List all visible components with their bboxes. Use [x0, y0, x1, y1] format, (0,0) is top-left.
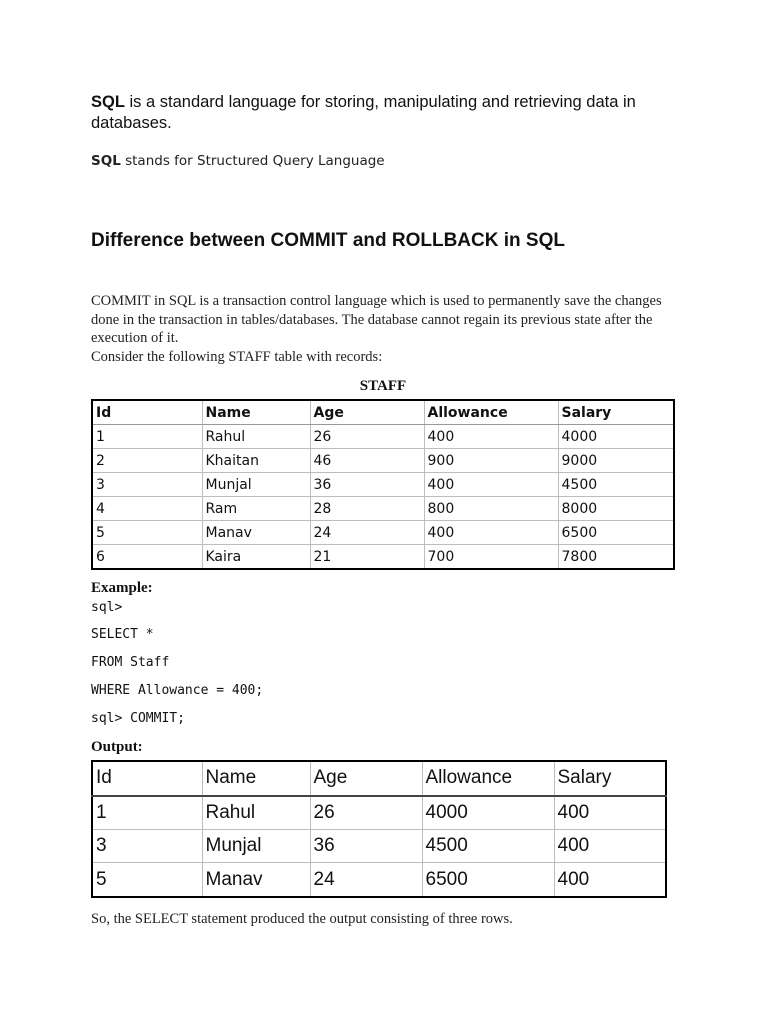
table-cell: 400 — [554, 796, 666, 830]
output-table — [91, 760, 667, 898]
table-cell: 6 — [92, 545, 202, 570]
commit-description-text: COMMIT in SQL is a transaction control language which is used to permanently save the changes done in the transaction in tables/databases. The database cannot regain its previous state after the execution of it. — [91, 293, 662, 346]
table-cell: 800 — [424, 497, 558, 521]
table-cell: 900 — [424, 449, 558, 473]
code-line-commit: sql> COMMIT; — [91, 711, 185, 726]
table-cell: 1 — [92, 796, 202, 830]
table-cell: Rahul — [202, 796, 310, 830]
code-line-select: SELECT * — [91, 627, 154, 642]
closing-statement: So, the SELECT statement produced the output consisting of three rows. — [91, 911, 513, 927]
staff-header-allowance: Allowance — [424, 400, 558, 425]
code-line-from: FROM Staff — [91, 655, 170, 670]
output-header-allowance: Allowance — [422, 761, 554, 796]
table-cell: 700 — [424, 545, 558, 570]
table-cell: 400 — [424, 521, 558, 545]
table-cell: 400 — [554, 863, 666, 897]
section-heading: Difference between COMMIT and ROLLBACK in SQL — [91, 230, 565, 251]
table-cell: 400 — [424, 473, 558, 497]
table-cell: 5 — [92, 521, 202, 545]
staff-table-caption: STAFF — [359, 378, 407, 394]
intro-sql-keyword: SQL — [91, 93, 125, 111]
example-label: Example: — [91, 580, 153, 596]
table-cell: 400 — [554, 830, 666, 863]
table-cell: Khaitan — [202, 449, 310, 473]
table-cell: 46 — [310, 449, 424, 473]
table-cell: 21 — [310, 545, 424, 570]
table-cell: Munjal — [202, 830, 310, 863]
output-table-header-row — [92, 761, 666, 796]
table-cell: 26 — [310, 425, 424, 449]
table-cell: 5 — [92, 863, 202, 897]
table-cell: 36 — [310, 830, 422, 863]
table-cell: 24 — [310, 863, 422, 897]
table-cell: Kaira — [202, 545, 310, 570]
table-row — [92, 449, 674, 473]
output-header-name: Name — [202, 761, 310, 796]
table-cell: 6500 — [422, 863, 554, 897]
code-line-where: WHERE Allowance = 400; — [91, 683, 264, 698]
table-cell: 26 — [310, 796, 422, 830]
table-row — [92, 497, 674, 521]
staff-header-name: Name — [202, 400, 310, 425]
output-header-salary: Salary — [554, 761, 666, 796]
table-cell: 400 — [424, 425, 558, 449]
table-cell: Munjal — [202, 473, 310, 497]
table-cell: 4000 — [558, 425, 674, 449]
table-row — [92, 521, 674, 545]
table-cell: 6500 — [558, 521, 674, 545]
table-cell: 28 — [310, 497, 424, 521]
staff-header-id: Id — [92, 400, 202, 425]
table-row — [92, 545, 674, 570]
table-row — [92, 830, 666, 863]
staff-header-age: Age — [310, 400, 424, 425]
output-header-age: Age — [310, 761, 422, 796]
sql-definition-text: stands for Structured Query Language — [120, 153, 385, 169]
intro-text: is a standard language for storing, manipulating and retrieving data in databases. — [91, 93, 636, 132]
output-label: Output: — [91, 739, 143, 755]
table-cell: 8000 — [558, 497, 674, 521]
table-row — [92, 863, 666, 897]
table-cell: Rahul — [202, 425, 310, 449]
staff-table-header-row — [92, 400, 674, 425]
table-cell: 4000 — [422, 796, 554, 830]
table-cell: Manav — [202, 863, 310, 897]
table-cell: 1 — [92, 425, 202, 449]
table-cell: Ram — [202, 497, 310, 521]
commit-description — [91, 292, 691, 366]
staff-header-salary: Salary — [558, 400, 674, 425]
table-cell: 4500 — [422, 830, 554, 863]
table-cell: 3 — [92, 473, 202, 497]
table-cell: 36 — [310, 473, 424, 497]
table-cell: 4500 — [558, 473, 674, 497]
table-row — [92, 473, 674, 497]
intro-statement — [91, 92, 691, 134]
table-cell: 7800 — [558, 545, 674, 570]
table-cell: 2 — [92, 449, 202, 473]
table-cell: 3 — [92, 830, 202, 863]
table-cell: 9000 — [558, 449, 674, 473]
table-row — [92, 796, 666, 830]
table-row — [92, 425, 674, 449]
table-cell: Manav — [202, 521, 310, 545]
sql-definition-keyword: SQL — [91, 153, 121, 169]
consider-table-text: Consider the following STAFF table with records: — [91, 348, 383, 365]
table-cell: 24 — [310, 521, 424, 545]
output-header-id: Id — [92, 761, 202, 796]
staff-table — [91, 399, 675, 570]
table-cell: 4 — [92, 497, 202, 521]
code-line-prompt: sql> — [91, 600, 123, 615]
sql-definition — [91, 153, 385, 169]
